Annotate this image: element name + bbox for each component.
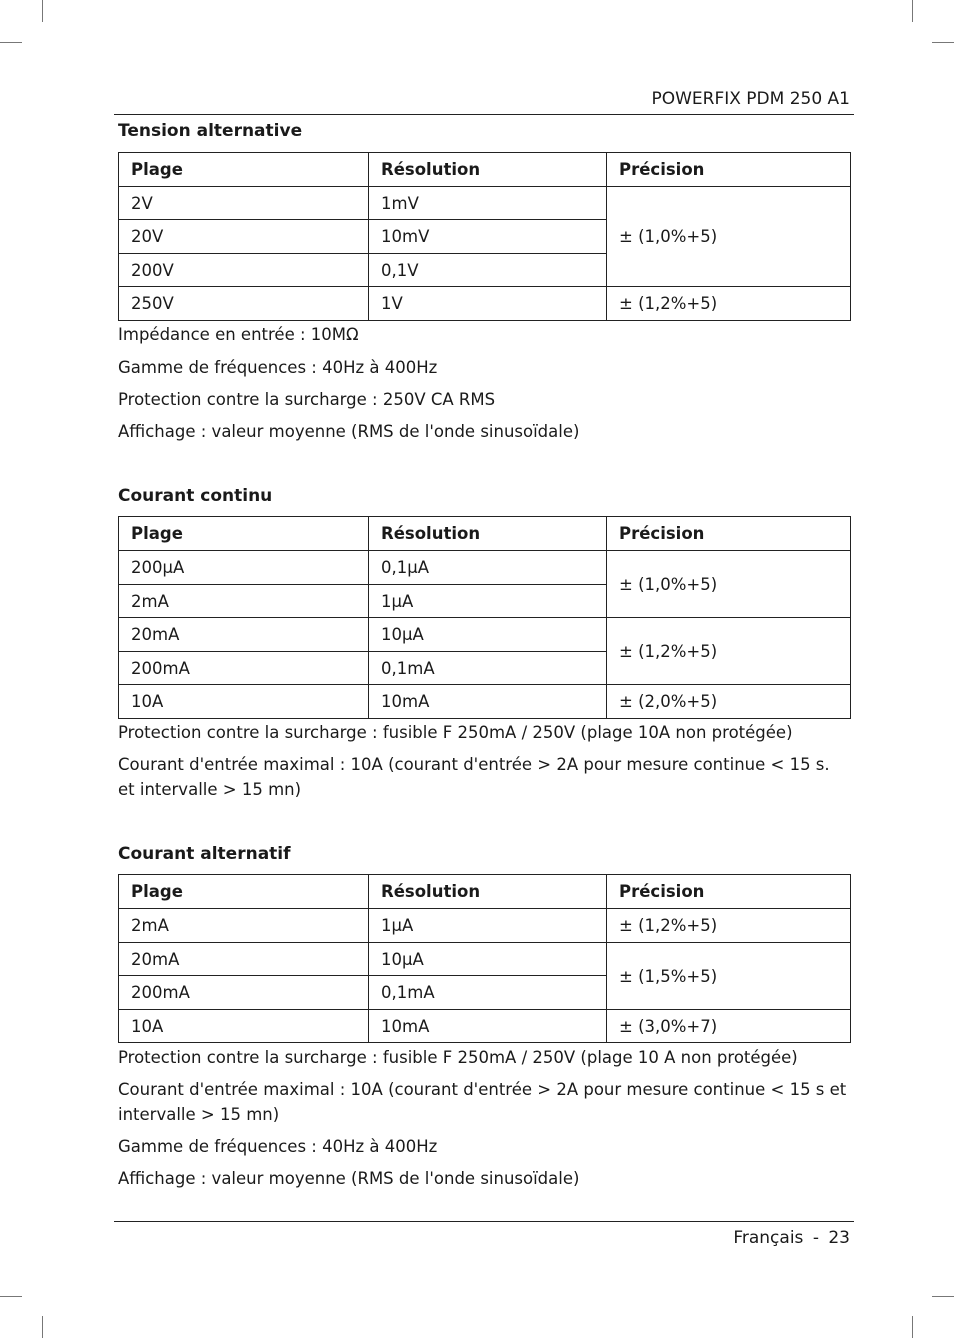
cell-resolution: 10mA bbox=[369, 685, 607, 719]
page-footer bbox=[733, 1228, 850, 1248]
cell-range: 2mA bbox=[119, 585, 369, 618]
spec-note: Protection contre la surcharge : 250V CA RMS bbox=[118, 390, 496, 409]
cell-resolution: 10µA bbox=[369, 943, 607, 976]
crop-mark bbox=[912, 0, 913, 22]
cell-resolution: 10mV bbox=[369, 220, 607, 254]
header-rule bbox=[114, 114, 854, 115]
table-row bbox=[119, 943, 851, 976]
crop-mark bbox=[42, 0, 43, 22]
cell-resolution: 0,1mA bbox=[369, 976, 607, 1010]
table-header-row bbox=[119, 517, 851, 551]
col-header-resolution: Résolution bbox=[369, 517, 607, 551]
cell-range: 2mA bbox=[119, 909, 369, 943]
crop-mark bbox=[42, 1316, 43, 1338]
cell-resolution: 0,1mA bbox=[369, 652, 607, 685]
cell-range: 200V bbox=[119, 254, 369, 287]
cell-range: 200mA bbox=[119, 652, 369, 685]
page-header-title: POWERFIX PDM 250 A1 bbox=[651, 89, 850, 109]
section-title-ac-current: Courant alternatif bbox=[118, 844, 291, 864]
cell-resolution: 10mA bbox=[369, 1010, 607, 1043]
cell-resolution: 0,1V bbox=[369, 254, 607, 287]
cell-resolution: 1µA bbox=[369, 909, 607, 943]
col-header-range: Plage bbox=[119, 517, 369, 551]
table-header-row bbox=[119, 153, 851, 187]
cell-accuracy: ± (1,0%+5) bbox=[607, 187, 851, 287]
cell-range: 10A bbox=[119, 1010, 369, 1043]
cell-resolution: 0,1µA bbox=[369, 551, 607, 585]
table-row bbox=[119, 618, 851, 652]
table-row bbox=[119, 909, 851, 943]
cell-accuracy: ± (1,2%+5) bbox=[607, 909, 851, 943]
cell-accuracy: ± (1,2%+5) bbox=[607, 287, 851, 321]
spec-note: Affichage : valeur moyenne (RMS de l'onde sinusoïdale) bbox=[118, 1169, 580, 1188]
spec-note: Affichage : valeur moyenne (RMS de l'onde sinusoïdale) bbox=[118, 422, 580, 441]
col-header-accuracy: Précision bbox=[607, 875, 851, 909]
crop-mark bbox=[932, 42, 954, 43]
cell-range: 250V bbox=[119, 287, 369, 321]
cell-range: 10A bbox=[119, 685, 369, 719]
cell-range: 20mA bbox=[119, 618, 369, 652]
crop-mark bbox=[932, 1296, 954, 1297]
cell-range: 20mA bbox=[119, 943, 369, 976]
cell-range: 200µA bbox=[119, 551, 369, 585]
col-header-resolution: Résolution bbox=[369, 875, 607, 909]
section-title-dc-current: Courant continu bbox=[118, 486, 273, 506]
footer-language: Français bbox=[733, 1228, 804, 1248]
table-header-row bbox=[119, 875, 851, 909]
cell-resolution: 10µA bbox=[369, 618, 607, 652]
ac-voltage-table bbox=[118, 152, 851, 321]
spec-note: Impédance en entrée : 10MΩ bbox=[118, 325, 359, 344]
footer-rule bbox=[114, 1221, 854, 1222]
spec-note: Protection contre la surcharge : fusible F 250mA / 250V (plage 10A non protégée) bbox=[118, 723, 793, 742]
cell-resolution: 1mV bbox=[369, 187, 607, 220]
table-row bbox=[119, 287, 851, 321]
cell-resolution: 1V bbox=[369, 287, 607, 321]
spec-note: Courant d'entrée maximal : 10A (courant d'entrée > 2A pour mesure continue < 15 s. et intervalle > 15 mn) bbox=[118, 755, 830, 799]
crop-mark bbox=[912, 1316, 913, 1338]
crop-mark bbox=[0, 1296, 22, 1297]
col-header-range: Plage bbox=[119, 153, 369, 187]
table-row bbox=[119, 1010, 851, 1043]
ac-current-table bbox=[118, 874, 851, 1043]
cell-accuracy: ± (1,0%+5) bbox=[607, 551, 851, 618]
col-header-accuracy: Précision bbox=[607, 517, 851, 551]
cell-resolution: 1µA bbox=[369, 585, 607, 618]
table-row bbox=[119, 551, 851, 585]
cell-range: 20V bbox=[119, 220, 369, 254]
page-number: 23 bbox=[828, 1228, 850, 1248]
cell-accuracy: ± (2,0%+5) bbox=[607, 685, 851, 719]
cell-range: 2V bbox=[119, 187, 369, 220]
spec-note: Gamme de fréquences : 40Hz à 400Hz bbox=[118, 1137, 438, 1156]
section-title-ac-voltage: Tension alternative bbox=[118, 121, 303, 141]
cell-range: 200mA bbox=[119, 976, 369, 1010]
col-header-accuracy: Précision bbox=[607, 153, 851, 187]
dc-current-table bbox=[118, 516, 851, 719]
footer-separator: - bbox=[812, 1228, 819, 1248]
table-row bbox=[119, 187, 851, 220]
spec-note: Gamme de fréquences : 40Hz à 400Hz bbox=[118, 358, 438, 377]
cell-accuracy: ± (3,0%+7) bbox=[607, 1010, 851, 1043]
col-header-resolution: Résolution bbox=[369, 153, 607, 187]
crop-mark bbox=[0, 42, 22, 43]
table-row bbox=[119, 685, 851, 719]
cell-accuracy: ± (1,5%+5) bbox=[607, 943, 851, 1010]
spec-note: Protection contre la surcharge : fusible F 250mA / 250V (plage 10 A non protégée) bbox=[118, 1048, 798, 1067]
col-header-range: Plage bbox=[119, 875, 369, 909]
cell-accuracy: ± (1,2%+5) bbox=[607, 618, 851, 685]
spec-note: Courant d'entrée maximal : 10A (courant d'entrée > 2A pour mesure continue < 15 s et intervalle > 15 mn) bbox=[118, 1080, 847, 1124]
